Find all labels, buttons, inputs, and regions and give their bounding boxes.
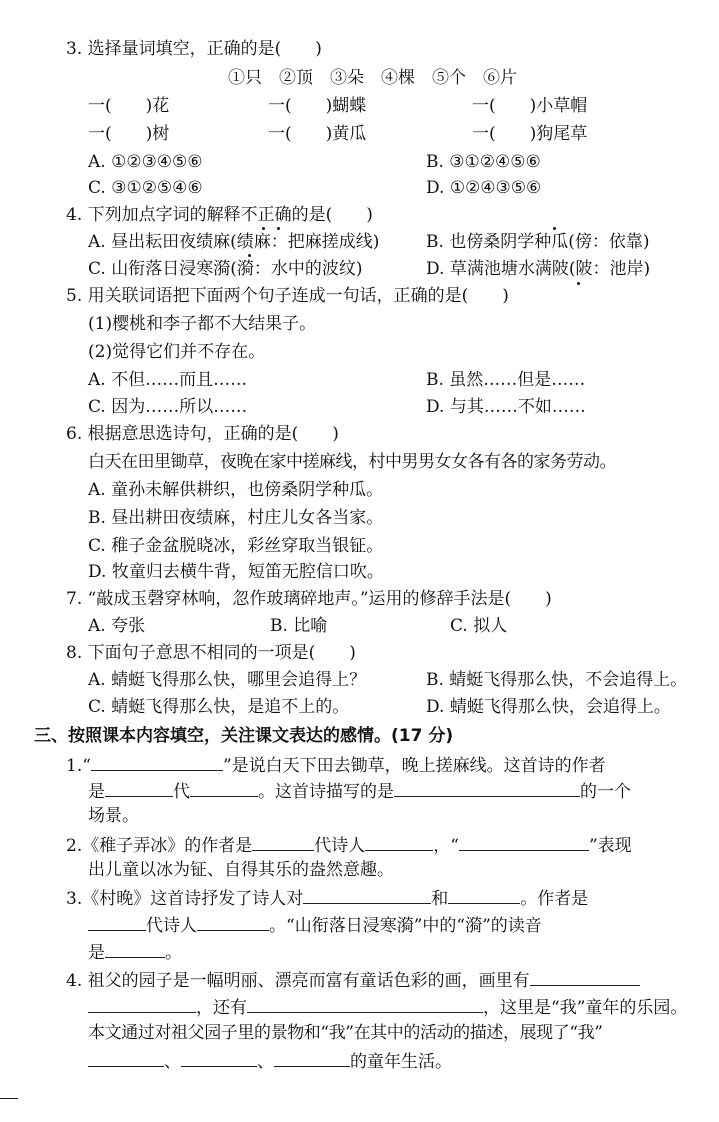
fill-2-line-1: 2.《稚子弄冰》的作者是 代诗人 ，“ ”表现 <box>66 832 632 856</box>
q3-option-b[interactable]: B. ③①②④⑤⑥ <box>426 152 541 172</box>
q5-option-d[interactable]: D. 与其……不如…… <box>426 397 586 417</box>
fill-1-line-3: 场景。 <box>88 806 139 826</box>
q8-option-c[interactable]: C. 蜻蜓飞得那么快，是追不上的。 <box>88 697 350 717</box>
fill-1-blank-poem-line[interactable] <box>91 752 223 771</box>
q3-blank-foxtail: 一( )狗尾草 <box>472 124 588 144</box>
q5-option-a[interactable]: A. 不但……而且…… <box>88 370 248 390</box>
fill-4-blank-picture-1b[interactable] <box>88 994 196 1013</box>
emphasis-dot <box>277 227 280 230</box>
q5-option-b[interactable]: B. 虽然……但是…… <box>426 370 586 390</box>
fill-4-blank-picture-2[interactable] <box>247 994 483 1013</box>
q3-blank-cucumber: 一( )黄瓜 <box>268 124 367 144</box>
q6-stem: 6. 根据意思选诗句，正确的是( ) <box>66 424 339 444</box>
q5-stem: 5. 用关联词语把下面两个句子连成一句话，正确的是( ) <box>66 286 509 306</box>
fill-3-blank-dynasty[interactable] <box>88 912 146 931</box>
q3-option-c[interactable]: C. ③①②⑤④⑥ <box>88 178 203 198</box>
fill-3-blank-pinyin[interactable] <box>105 939 165 958</box>
q5-option-c[interactable]: C. 因为……所以…… <box>88 397 248 417</box>
fill-4-line-1: 4. 祖父的园子是一幅明丽、漂亮而富有童话色彩的画，画里有 <box>66 967 640 991</box>
fill-1-blank-author[interactable] <box>190 778 258 797</box>
q5-sentence-1: (1)樱桃和李子都不大结果子。 <box>88 314 317 334</box>
fill-3-line-3: 是 。 <box>88 939 182 963</box>
fill-4-blank-life-2[interactable] <box>181 1048 257 1067</box>
fill-3-line-2: 代诗人 。“山衔落日浸寒漪”中的“漪”的读音 <box>88 912 542 936</box>
q8-option-d[interactable]: D. 蜻蜓飞得那么快，会追得上。 <box>426 697 671 717</box>
q5-sentence-2: (2)觉得它们并不存在。 <box>88 342 266 362</box>
fill-4-blank-life-1[interactable] <box>88 1048 164 1067</box>
q6-option-a[interactable]: A. 童孙未解供耕织，也傍桑阴学种瓜。 <box>88 480 384 500</box>
section-3-title: 三、按照课本内容填空，关注课文表达的感情。(17 分) <box>34 726 454 746</box>
q6-option-b[interactable]: B. 昼出耕田夜绩麻，村庄儿女各当家。 <box>88 508 384 528</box>
fill-1-blank-scene[interactable] <box>394 778 580 797</box>
q6-option-c[interactable]: C. 稚子金盆脱晓冰，彩丝穿取当银钲。 <box>88 536 384 556</box>
q7-option-b[interactable]: B. 比喻 <box>270 616 328 636</box>
page-edge-mark <box>0 1098 18 1099</box>
fill-2-blank-poet[interactable] <box>365 832 433 851</box>
emphasis-dot <box>577 282 580 285</box>
fill-1-number: 1. <box>66 756 83 776</box>
fill-2-blank-dynasty[interactable] <box>252 832 314 851</box>
fill-4-blank-life-3[interactable] <box>274 1048 350 1067</box>
q6-meaning: 白天在田里锄草，夜晚在家中搓麻线，村中男男女女各有各的家务劳动。 <box>88 452 616 472</box>
emphasis-dot <box>262 227 265 230</box>
fill-3-line-1: 3.《村晚》这首诗抒发了诗人对 和 。作者是 <box>66 885 588 909</box>
fill-4-line-3: 本文通过对祖父园子里的景物和“我”在其中的活动的描述，展现了“我” <box>88 1023 603 1043</box>
emphasis-dot <box>553 227 556 230</box>
q7-option-a[interactable]: A. 夸张 <box>88 616 146 636</box>
q3-option-d[interactable]: D. ①②④③⑤⑥ <box>426 178 542 198</box>
q3-blank-flower: 一( )花 <box>88 96 170 116</box>
q6-option-d[interactable]: D. 牧童归去横牛背，短笛无腔信口吹。 <box>88 562 384 582</box>
q7-stem: 7. “敲成玉磬穿林响，忽作玻璃碎地声。”运用的修辞手法是( ) <box>66 589 552 609</box>
q3-stem: 3. 选择量词填空，正确的是( ) <box>66 39 322 59</box>
fill-3-blank-feeling-1[interactable] <box>303 885 431 904</box>
q7-option-c[interactable]: C. 拟人 <box>450 616 508 636</box>
q3-measure-words: ①只 ②顶 ③朵 ④棵 ⑤个 ⑥片 <box>228 68 517 88</box>
q4-option-a[interactable]: A. 昼出耘田夜绩麻(绩麻：把麻搓成线) <box>88 232 380 252</box>
q3-blank-strawhat: 一( )小草帽 <box>472 96 588 116</box>
emphasis-dot <box>248 254 251 257</box>
fill-2-line-2: 出儿童以冰为钲、自得其乐的盎然意趣。 <box>88 860 394 880</box>
fill-1-blank-dynasty[interactable] <box>105 778 173 797</box>
q8-stem: 8. 下面句子意思不相同的一项是( ) <box>66 643 356 663</box>
fill-1-line-2: 是 代 。这首诗描写的是 的一个 <box>88 778 631 802</box>
fill-2-blank-poem-line[interactable] <box>459 832 589 851</box>
fill-4-blank-picture-1a[interactable] <box>530 967 640 986</box>
q4-stem: 4. 下列加点字词的解释不正确的是( ) <box>66 205 373 225</box>
q4-option-c[interactable]: C. 山衔落日浸寒漪(漪：水中的波纹) <box>88 259 363 279</box>
q3-blank-tree: 一( )树 <box>88 124 170 144</box>
fill-3-blank-poet[interactable] <box>197 912 269 931</box>
q4-option-d[interactable]: D. 草满池塘水满陂(陂：池岸) <box>426 259 651 279</box>
fill-1-line-1: 1.“ ”是说白天下田去锄草，晚上搓麻线。这首诗的作者 <box>66 752 606 776</box>
q4-option-b[interactable]: B. 也傍桑阴学种瓜(傍：依靠) <box>426 232 650 252</box>
fill-4-line-4: 、 、 的童年生活。 <box>88 1048 452 1072</box>
q8-option-b[interactable]: B. 蜻蜓飞得那么快，不会追得上。 <box>426 670 688 690</box>
fill-4-line-2: ，还有 ，这里是“我”童年的乐园。 <box>88 994 687 1018</box>
q8-option-a[interactable]: A. 蜻蜓飞得那么快，哪里会追得上？ <box>88 670 367 690</box>
q3-blank-butterfly: 一( )蝴蝶 <box>268 96 367 116</box>
fill-3-blank-feeling-2[interactable] <box>448 885 520 904</box>
q3-option-a[interactable]: A. ①②③④⑤⑥ <box>88 152 203 172</box>
